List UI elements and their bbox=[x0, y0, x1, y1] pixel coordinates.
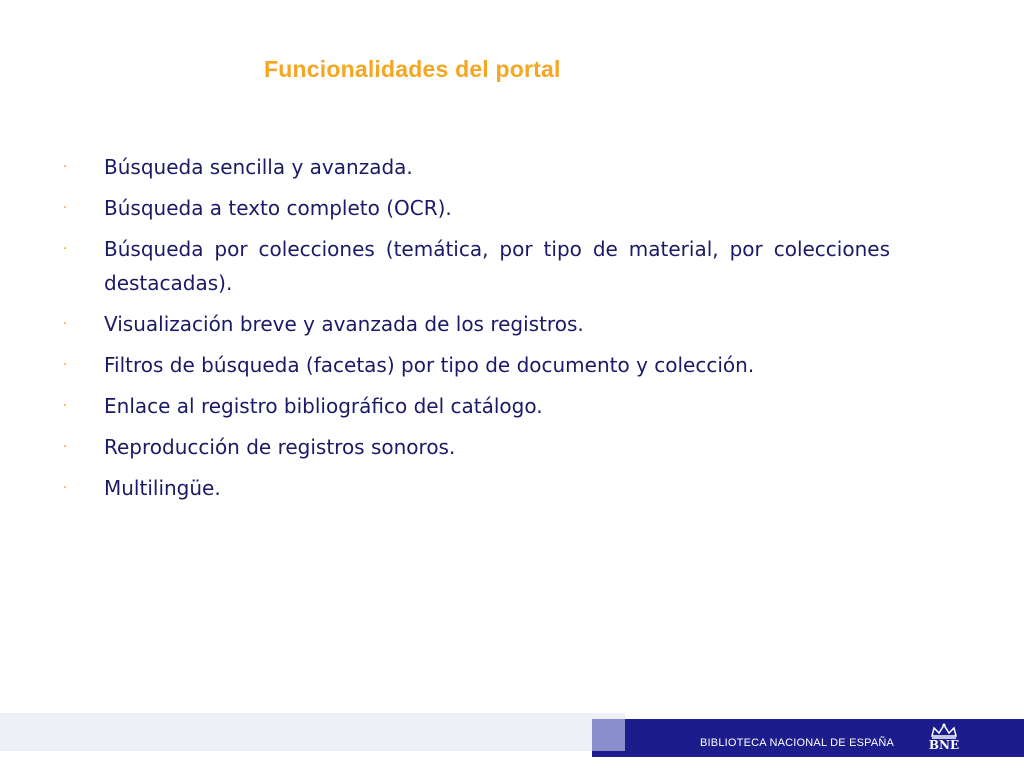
institution-name: BIBLIOTECA NACIONAL DE ESPAÑA bbox=[700, 737, 895, 749]
list-item-text: Búsqueda por colecciones (temática, por tipo de material, por colecciones destacadas). bbox=[104, 237, 890, 295]
list-item bbox=[60, 191, 890, 225]
bullet-icon: · bbox=[62, 200, 68, 216]
list-item-text: Filtros de búsqueda (facetas) por tipo de documento y colección. bbox=[104, 353, 755, 377]
list-item-text: Búsqueda a texto completo (OCR). bbox=[104, 196, 452, 220]
list-item bbox=[60, 430, 890, 464]
logo-text: BNE bbox=[928, 738, 960, 752]
footer-band-light bbox=[0, 713, 625, 751]
list-item bbox=[60, 348, 890, 382]
bullet-icon: · bbox=[62, 480, 68, 496]
footer-accent-square bbox=[592, 719, 625, 751]
list-item bbox=[60, 389, 890, 423]
list-item-text: Enlace al registro bibliográfico del catálogo. bbox=[104, 394, 543, 418]
bullet-icon: · bbox=[62, 398, 68, 414]
bullet-icon: · bbox=[62, 316, 68, 332]
bullet-icon: · bbox=[62, 241, 68, 257]
bullet-icon: · bbox=[62, 439, 68, 455]
bullet-list bbox=[60, 150, 890, 512]
list-item bbox=[60, 232, 890, 300]
list-item-text: Búsqueda sencilla y avanzada. bbox=[104, 155, 413, 179]
list-item-text: Multilingüe. bbox=[104, 476, 221, 500]
list-item bbox=[60, 471, 890, 505]
list-item-text: Visualización breve y avanzada de los registros. bbox=[104, 312, 584, 336]
slide-title: Funcionalidades del portal bbox=[264, 56, 561, 82]
list-item bbox=[60, 307, 890, 341]
list-item-text: Reproducción de registros sonoros. bbox=[104, 435, 456, 459]
bullet-icon: · bbox=[62, 159, 68, 175]
bullet-icon: · bbox=[62, 357, 68, 373]
list-item bbox=[60, 150, 890, 184]
bne-logo bbox=[924, 722, 964, 756]
